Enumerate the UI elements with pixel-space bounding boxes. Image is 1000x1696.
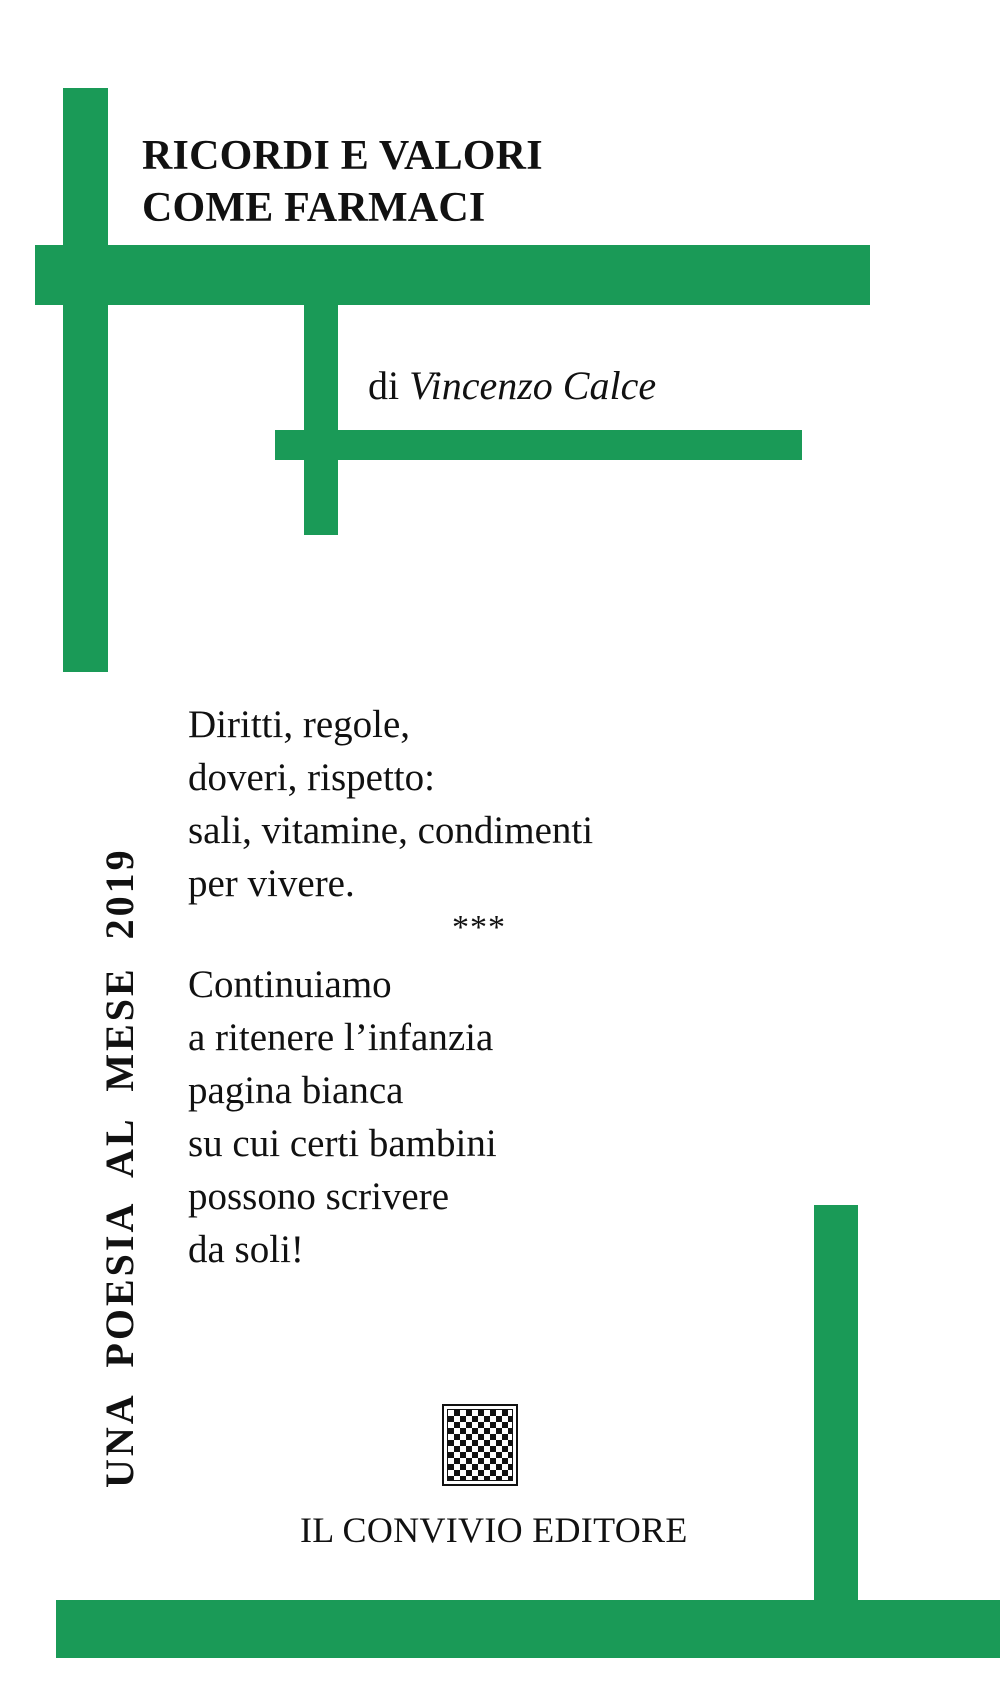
author-prefix: di <box>368 363 400 408</box>
publisher-name: IL CONVIVIO EDITORE <box>300 1510 688 1550</box>
title-line-2: COME FARMACI <box>142 185 486 231</box>
poem-line: doveri, rispetto: <box>188 756 435 799</box>
inner-vertical-bar <box>304 305 338 535</box>
bottom-horizontal-bar <box>56 1600 1000 1658</box>
poem-line: Continuiamo <box>188 963 392 1006</box>
poem-line: per vivere. <box>188 862 355 905</box>
author-name: Vincenzo Calce <box>409 363 657 408</box>
left-vertical-bar <box>63 88 108 672</box>
poem-line: sali, vitamine, condimenti <box>188 809 594 852</box>
page-title <box>142 130 543 234</box>
logo-pattern <box>447 1409 513 1481</box>
poem-line: a ritenere l’infanzia <box>188 1016 494 1059</box>
poem-line: su cui certi bambini <box>188 1122 497 1165</box>
checkerboard-logo-icon <box>442 1404 518 1486</box>
poem-stanza-2 <box>188 958 497 1276</box>
poem-line: da soli! <box>188 1228 304 1271</box>
poem-line: pagina bianca <box>188 1069 404 1112</box>
poem-line: Diritti, regole, <box>188 703 411 746</box>
top-horizontal-bar <box>35 245 870 305</box>
right-vertical-bar <box>814 1205 858 1605</box>
inner-horizontal-bar <box>275 430 802 460</box>
title-line-1: RICORDI E VALORI <box>142 133 543 179</box>
series-label: UNA POESIA AL MESE 2019 <box>97 847 142 1488</box>
poem-stanza-1 <box>188 698 593 910</box>
author-byline <box>368 362 656 410</box>
stanza-separator: *** <box>452 909 506 946</box>
poem-line: possono scrivere <box>188 1175 450 1218</box>
